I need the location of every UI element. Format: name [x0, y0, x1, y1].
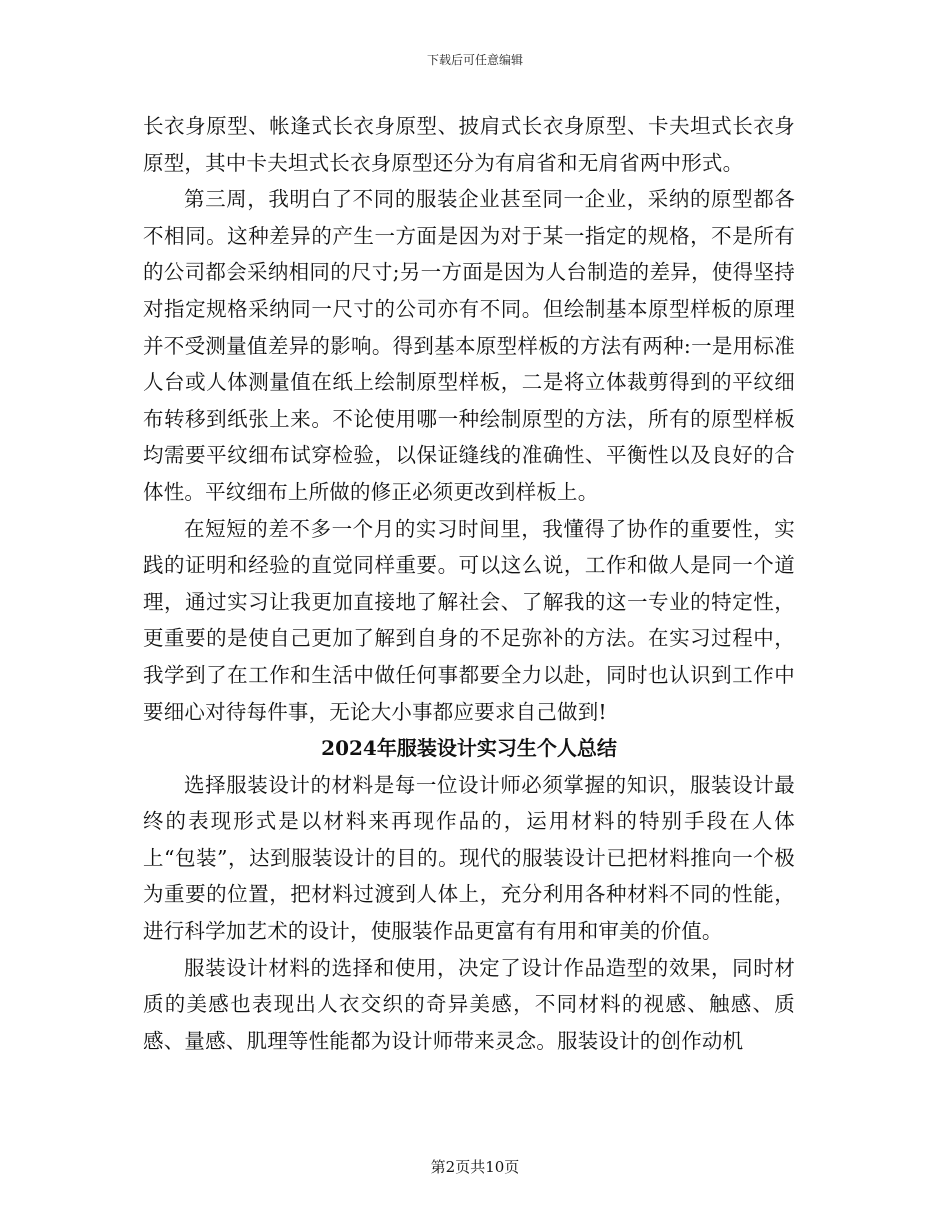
page-header: 下载后可任意编辑: [426, 53, 523, 67]
document-body: [143, 108, 795, 1059]
paragraph-material-usage: 服装设计材料的选择和使用，决定了设计作品造型的效果，同时材质的美感也表现出人衣交织的奇异美感，不同材料的视感、触感、质感、量感、肌理等性能都为设计师带来灵念。服装设计的创作动机: [143, 955, 795, 1053]
page-number: 第2页共10页: [430, 1158, 520, 1176]
paragraph-material-selection: 选择服装设计的材料是每一位设计师必须掌握的知识，服装设计最终的表现形式是以材料来再现作品的，运用材料的特别手段在人体上“包装”，达到服装设计的目的。现代的服装设计已把材料推向一个极为重要的位置，把材料过渡到人体上，充分利用各种材料不同的性能，进行科学加艺术的设计，使服装作品更富有有用和审美的价值。: [143, 772, 795, 944]
section-title: 2024年服装设计实习生个人总结: [321, 736, 617, 761]
paragraph-internship-reflection: 在短短的差不多一个月的实习时间里，我懂得了协作的重要性，实践的证明和经验的直觉同样重要。可以这么说，工作和做人是同一个道理，通过实习让我更加直接地了解社会、了解我的这一专业的特定性，更重要的是使自己更加了解到自身的不足弥补的方法。在实习过程中，我学到了在工作和生活中做任何事都要全力以赴，同时也认识到工作中要细心对待每件事，无论大小事都应要求自己做到!: [143, 516, 795, 724]
paragraph-continuation: 长衣身原型、帐逢式长衣身原型、披肩式长衣身原型、卡夫坦式长衣身原型，其中卡夫坦式长衣身原型还分为有肩省和无肩省两中形式。: [143, 114, 795, 175]
paragraph-week-three: 第三周，我明白了不同的服装企业甚至同一企业，采纳的原型都各不相同。这种差异的产生一方面是因为对于某一指定的规格，不是所有的公司都会采纳相同的尺寸;另一方面是因为人台制造的差异，使得坚持对指定规格采纳同一尺寸的公司亦有不同。但绘制基本原型样板的原理并不受测量值差异的影响。得到基本原型样板的方法有两种:一是用标准人台或人体测量值在纸上绘制原型样板，二是将立体裁剪得到的平纹细布转移到纸张上来。不论使用哪一种绘制原型的方法，所有的原型样板均需要平纹细布试穿检验，以保证缝线的准确性、平衡性以及良好的合体性。平纹细布上所做的修正必须更改到样板上。: [143, 187, 795, 504]
